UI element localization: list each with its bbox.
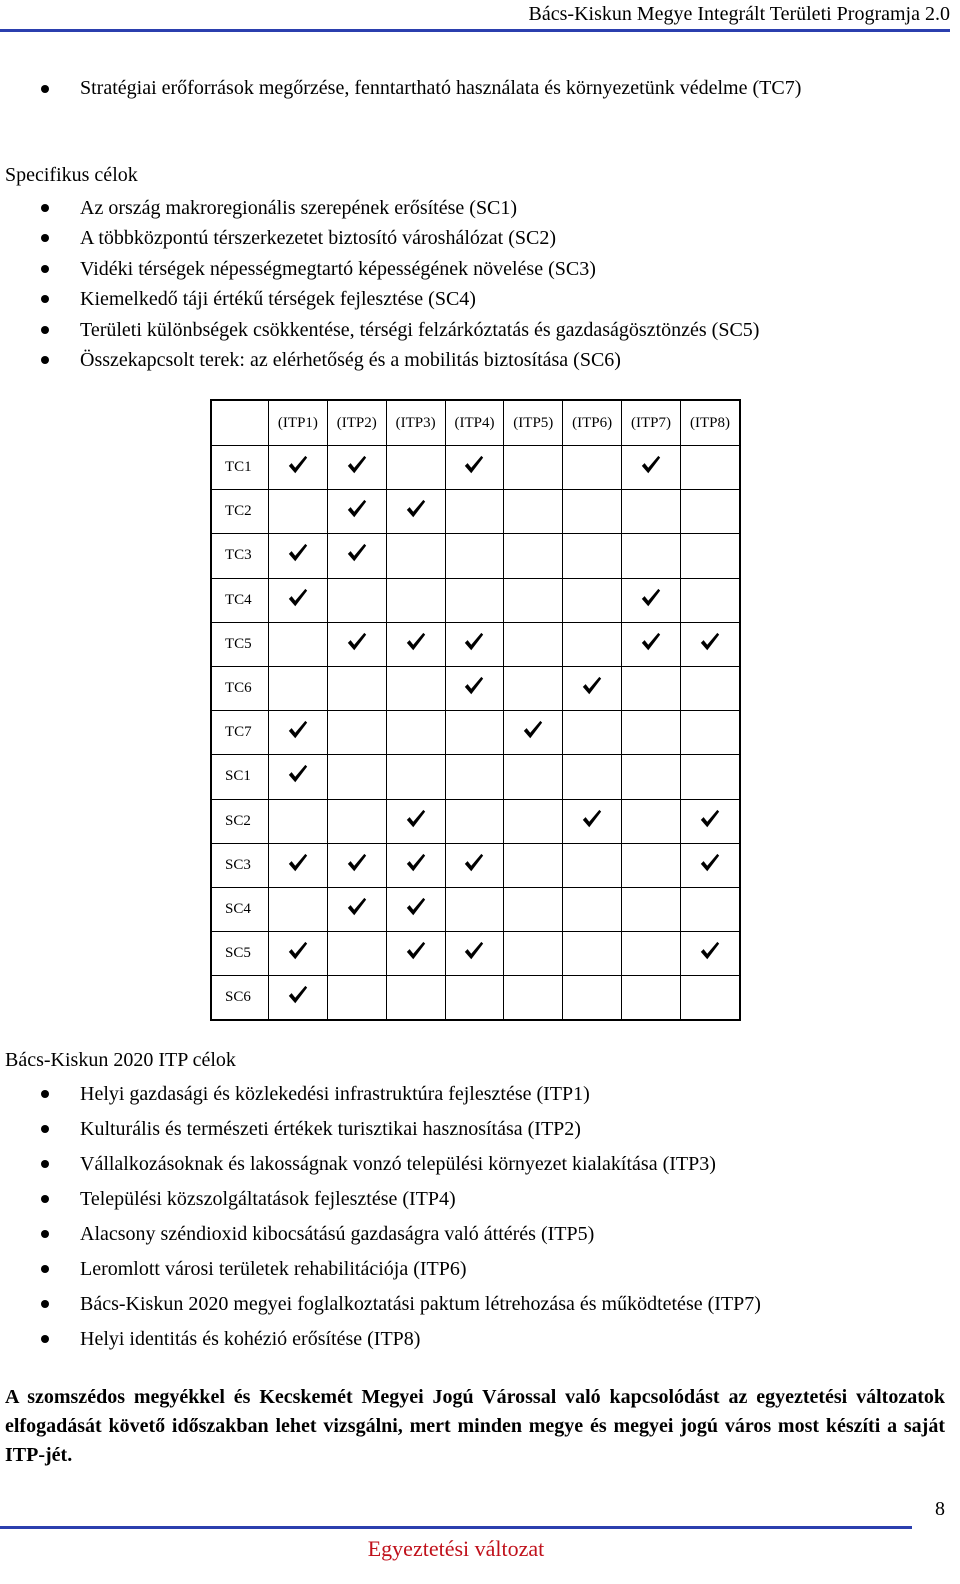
matrix-cell bbox=[504, 578, 563, 622]
matrix-cell bbox=[445, 666, 504, 710]
list-item bbox=[0, 193, 950, 223]
matrix-row-label: SC2 bbox=[211, 799, 269, 843]
checkmark-icon bbox=[346, 454, 368, 476]
matrix-cell bbox=[622, 490, 681, 534]
list-item-text: Leromlott városi területek rehabilitációja (ITP6) bbox=[80, 1258, 467, 1280]
matrix-cell bbox=[680, 711, 740, 755]
matrix-cell bbox=[386, 490, 445, 534]
matrix-cell bbox=[445, 843, 504, 887]
list-item bbox=[0, 345, 950, 375]
matrix-cell bbox=[445, 799, 504, 843]
matrix-cell bbox=[622, 843, 681, 887]
matrix-cell bbox=[269, 932, 328, 976]
matrix-row-label: SC1 bbox=[211, 755, 269, 799]
checkmark-icon bbox=[287, 542, 309, 564]
matrix-row-label: TC4 bbox=[211, 578, 269, 622]
matrix-cell bbox=[622, 932, 681, 976]
matrix-cell bbox=[386, 932, 445, 976]
matrix-cell bbox=[680, 887, 740, 931]
bullet-icon bbox=[41, 204, 49, 212]
matrix-cell bbox=[504, 887, 563, 931]
checkmark-icon bbox=[405, 940, 427, 962]
matrix-cell bbox=[327, 446, 386, 490]
matrix-row-label: TC2 bbox=[211, 490, 269, 534]
closing-note-paragraph: A szomszédos megyékkel és Kecskemét Megyei Jogú Várossal való kapcsolódást az egyeztetési változatok elfogadását követő időszakban lehet vizsgálni, mert minden megye és megyei jogú város most készíti a saját ITP-jét. bbox=[5, 1386, 945, 1466]
matrix-column-header: (ITP7) bbox=[622, 400, 681, 446]
matrix-cell bbox=[269, 666, 328, 710]
list-item bbox=[0, 1077, 950, 1112]
checkmark-icon bbox=[287, 984, 309, 1006]
matrix-cell bbox=[386, 799, 445, 843]
bullet-icon bbox=[41, 1335, 49, 1343]
list-item-text: Vállalkozásoknak és lakosságnak vonzó települési környezet kialakítása (ITP3) bbox=[80, 1153, 716, 1175]
checkmark-icon bbox=[463, 940, 485, 962]
list-item bbox=[0, 284, 950, 314]
matrix-cell bbox=[563, 534, 622, 578]
matrix-row bbox=[211, 887, 740, 931]
matrix-cell bbox=[269, 976, 328, 1021]
checkmark-icon bbox=[346, 631, 368, 653]
matrix-cell bbox=[445, 755, 504, 799]
matrix-cell bbox=[327, 711, 386, 755]
matrix-cell bbox=[445, 578, 504, 622]
matrix-cell bbox=[269, 887, 328, 931]
matrix-cell bbox=[680, 578, 740, 622]
list-item-text: A többközpontú térszerkezetet biztosító városhálózat (SC2) bbox=[80, 227, 556, 250]
checkmark-icon bbox=[699, 940, 721, 962]
checkmark-icon bbox=[581, 808, 603, 830]
matrix-cell bbox=[269, 490, 328, 534]
list-item bbox=[0, 1322, 950, 1357]
header-rule bbox=[0, 29, 950, 32]
matrix-row bbox=[211, 711, 740, 755]
matrix-cell bbox=[622, 755, 681, 799]
matrix-cell bbox=[680, 843, 740, 887]
matrix-cell bbox=[504, 711, 563, 755]
list-item bbox=[0, 254, 950, 284]
matrix-cell bbox=[445, 976, 504, 1021]
matrix-row bbox=[211, 666, 740, 710]
checkmark-icon bbox=[287, 454, 309, 476]
bullet-icon bbox=[41, 356, 49, 364]
matrix-cell bbox=[563, 843, 622, 887]
matrix-row bbox=[211, 622, 740, 666]
matrix-cell bbox=[327, 755, 386, 799]
itp-goals-heading: Bács-Kiskun 2020 ITP célok bbox=[5, 1049, 236, 1071]
matrix-cell bbox=[386, 446, 445, 490]
matrix-cell bbox=[622, 666, 681, 710]
list-item bbox=[0, 74, 950, 103]
matrix-column-header: (ITP1) bbox=[269, 400, 328, 446]
itp-goals-list bbox=[0, 1077, 950, 1357]
checkmark-icon bbox=[287, 719, 309, 741]
list-item bbox=[0, 1287, 950, 1322]
matrix-cell bbox=[622, 799, 681, 843]
matrix-cell bbox=[504, 843, 563, 887]
matrix-cell bbox=[563, 976, 622, 1021]
matrix-cell bbox=[680, 799, 740, 843]
checkmark-icon bbox=[405, 631, 427, 653]
thematic-goals-list bbox=[0, 74, 950, 103]
matrix-cell bbox=[563, 711, 622, 755]
matrix-cell bbox=[269, 578, 328, 622]
matrix-cell bbox=[563, 578, 622, 622]
bullet-icon bbox=[41, 234, 49, 242]
matrix-column-header: (ITP5) bbox=[504, 400, 563, 446]
matrix-cell bbox=[445, 490, 504, 534]
matrix-row bbox=[211, 976, 740, 1021]
matrix-row bbox=[211, 755, 740, 799]
matrix-cell bbox=[680, 755, 740, 799]
matrix-row-label: SC5 bbox=[211, 932, 269, 976]
bullet-icon bbox=[41, 326, 49, 334]
list-item bbox=[0, 1252, 950, 1287]
footer-rule bbox=[0, 1526, 912, 1529]
specific-goals-list bbox=[0, 193, 950, 375]
matrix-cell bbox=[269, 711, 328, 755]
bullet-icon bbox=[41, 85, 49, 93]
matrix-cell bbox=[680, 932, 740, 976]
matrix-cell bbox=[445, 622, 504, 666]
checkmark-icon bbox=[287, 587, 309, 609]
specific-goals-heading: Specifikus célok bbox=[5, 164, 138, 186]
checkmark-icon bbox=[640, 454, 662, 476]
list-item-text: Alacsony széndioxid kibocsátású gazdaságra való áttérés (ITP5) bbox=[80, 1223, 595, 1245]
matrix-cell bbox=[563, 932, 622, 976]
checkmark-icon bbox=[640, 631, 662, 653]
bullet-icon bbox=[41, 265, 49, 273]
matrix-cell bbox=[445, 446, 504, 490]
bullet-icon bbox=[41, 295, 49, 303]
matrix-cell bbox=[327, 932, 386, 976]
checkmark-icon bbox=[463, 675, 485, 697]
matrix-cell bbox=[386, 711, 445, 755]
matrix-cell bbox=[386, 755, 445, 799]
matrix-cell bbox=[680, 666, 740, 710]
matrix-cell bbox=[563, 755, 622, 799]
checkmark-icon bbox=[581, 675, 603, 697]
checkmark-icon bbox=[287, 852, 309, 874]
matrix-cell bbox=[327, 666, 386, 710]
matrix-cell bbox=[327, 490, 386, 534]
matrix-cell bbox=[386, 976, 445, 1021]
matrix-column-header: (ITP6) bbox=[563, 400, 622, 446]
matrix-row-label: TC3 bbox=[211, 534, 269, 578]
matrix-cell bbox=[386, 666, 445, 710]
matrix-cell bbox=[386, 843, 445, 887]
checkmark-icon bbox=[699, 631, 721, 653]
matrix-cell bbox=[563, 622, 622, 666]
matrix-cell bbox=[445, 534, 504, 578]
matrix-cell bbox=[504, 799, 563, 843]
bullet-icon bbox=[41, 1090, 49, 1098]
matrix-cell bbox=[563, 887, 622, 931]
checkmark-icon bbox=[405, 896, 427, 918]
matrix-cell bbox=[327, 976, 386, 1021]
matrix-cell bbox=[269, 534, 328, 578]
matrix-cell bbox=[327, 887, 386, 931]
matrix-cell bbox=[622, 887, 681, 931]
matrix-cell bbox=[622, 534, 681, 578]
matrix-corner-cell bbox=[211, 400, 269, 446]
matrix-cell bbox=[504, 622, 563, 666]
checkmark-icon bbox=[346, 852, 368, 874]
list-item bbox=[0, 1112, 950, 1147]
list-item-text: Települési közszolgáltatások fejlesztése (ITP4) bbox=[80, 1188, 456, 1210]
matrix-cell bbox=[622, 446, 681, 490]
matrix-cell bbox=[504, 666, 563, 710]
checkmark-icon bbox=[346, 498, 368, 520]
checkmark-icon bbox=[405, 852, 427, 874]
version-label: Egyeztetési változat bbox=[367, 1536, 545, 1561]
matrix-column-header: (ITP4) bbox=[445, 400, 504, 446]
matrix-cell bbox=[445, 711, 504, 755]
matrix-cell bbox=[622, 578, 681, 622]
matrix-row-label: TC5 bbox=[211, 622, 269, 666]
matrix-row bbox=[211, 799, 740, 843]
matrix-cell bbox=[563, 666, 622, 710]
matrix-cell bbox=[563, 446, 622, 490]
checkmark-icon bbox=[640, 587, 662, 609]
matrix-cell bbox=[327, 843, 386, 887]
list-item-text: Kulturális és természeti értékek turisztikai hasznosítása (ITP2) bbox=[80, 1118, 581, 1140]
matrix-cell bbox=[563, 799, 622, 843]
list-item bbox=[0, 1182, 950, 1217]
matrix-cell bbox=[386, 622, 445, 666]
matrix-row-label: TC7 bbox=[211, 711, 269, 755]
list-item bbox=[0, 1217, 950, 1252]
matrix-row bbox=[211, 578, 740, 622]
list-item bbox=[0, 223, 950, 253]
list-item bbox=[0, 315, 950, 345]
matrix-cell bbox=[269, 799, 328, 843]
matrix-cell bbox=[680, 490, 740, 534]
list-item bbox=[0, 1147, 950, 1182]
checkmark-icon bbox=[463, 852, 485, 874]
checkmark-icon bbox=[346, 896, 368, 918]
matrix-row-label: SC3 bbox=[211, 843, 269, 887]
matrix-cell bbox=[327, 578, 386, 622]
matrix-row bbox=[211, 932, 740, 976]
matrix-row bbox=[211, 843, 740, 887]
matrix-row-label: SC4 bbox=[211, 887, 269, 931]
goals-matrix-table bbox=[210, 399, 741, 1021]
matrix-cell bbox=[445, 932, 504, 976]
matrix-cell bbox=[504, 446, 563, 490]
bullet-icon bbox=[41, 1125, 49, 1133]
checkmark-icon bbox=[405, 498, 427, 520]
checkmark-icon bbox=[405, 808, 427, 830]
matrix-cell bbox=[269, 843, 328, 887]
bullet-icon bbox=[41, 1195, 49, 1203]
matrix-cell bbox=[269, 446, 328, 490]
list-item-text: Vidéki térségek népességmegtartó képességének növelése (SC3) bbox=[80, 257, 596, 280]
matrix-cell bbox=[680, 534, 740, 578]
matrix-row-label: TC1 bbox=[211, 446, 269, 490]
checkmark-icon bbox=[699, 852, 721, 874]
matrix-row-label: SC6 bbox=[211, 976, 269, 1021]
matrix-header-row bbox=[211, 400, 740, 446]
checkmark-icon bbox=[287, 940, 309, 962]
checkmark-icon bbox=[346, 542, 368, 564]
matrix-cell bbox=[327, 534, 386, 578]
bullet-icon bbox=[41, 1265, 49, 1273]
matrix-cell bbox=[269, 622, 328, 666]
matrix-cell bbox=[386, 534, 445, 578]
checkmark-icon bbox=[463, 631, 485, 653]
matrix-cell bbox=[504, 932, 563, 976]
matrix-cell bbox=[386, 578, 445, 622]
bullet-icon bbox=[41, 1230, 49, 1238]
checkmark-icon bbox=[522, 719, 544, 741]
list-item-text: Stratégiai erőforrások megőrzése, fenntartható használata és környezetünk védelme (TC7) bbox=[80, 77, 802, 99]
matrix-row bbox=[211, 490, 740, 534]
matrix-cell bbox=[622, 711, 681, 755]
matrix-cell bbox=[327, 622, 386, 666]
page-number: 8 bbox=[935, 1498, 945, 1520]
checkmark-icon bbox=[699, 808, 721, 830]
matrix-cell bbox=[680, 446, 740, 490]
matrix-row bbox=[211, 446, 740, 490]
matrix-cell bbox=[622, 622, 681, 666]
matrix-cell bbox=[680, 622, 740, 666]
matrix-cell bbox=[269, 755, 328, 799]
matrix-cell bbox=[504, 755, 563, 799]
matrix-cell bbox=[563, 490, 622, 534]
list-item-text: Az ország makroregionális szerepének erősítése (SC1) bbox=[80, 197, 518, 219]
list-item-text: Területi különbségek csökkentése, térségi felzárkóztatás és gazdaságösztönzés (SC5) bbox=[80, 318, 760, 341]
list-item-text: Helyi identitás és kohézió erősítése (ITP8) bbox=[80, 1328, 421, 1350]
matrix-row-label: TC6 bbox=[211, 666, 269, 710]
matrix-cell bbox=[327, 799, 386, 843]
matrix-column-header: (ITP8) bbox=[680, 400, 740, 446]
matrix-cell bbox=[622, 976, 681, 1021]
list-item-text: Összekapcsolt terek: az elérhetőség és a mobilitás biztosítása (SC6) bbox=[80, 348, 621, 371]
matrix-cell bbox=[680, 976, 740, 1021]
matrix-column-header: (ITP3) bbox=[386, 400, 445, 446]
matrix-row bbox=[211, 534, 740, 578]
checkmark-icon bbox=[463, 454, 485, 476]
document-header-title: Bács-Kiskun Megye Integrált Területi Programja 2.0 bbox=[528, 3, 950, 25]
matrix-cell bbox=[386, 887, 445, 931]
matrix-column-header: (ITP2) bbox=[327, 400, 386, 446]
matrix-cell bbox=[445, 887, 504, 931]
checkmark-icon bbox=[287, 763, 309, 785]
matrix-cell bbox=[504, 534, 563, 578]
list-item-text: Bács-Kiskun 2020 megyei foglalkoztatási paktum létrehozása és működtetése (ITP7) bbox=[80, 1293, 761, 1315]
matrix-body bbox=[211, 446, 740, 1021]
bullet-icon bbox=[41, 1160, 49, 1168]
matrix-cell bbox=[504, 490, 563, 534]
list-item-text: Helyi gazdasági és közlekedési infrastruktúra fejlesztése (ITP1) bbox=[80, 1083, 590, 1105]
bullet-icon bbox=[41, 1300, 49, 1308]
list-item-text: Kiemelkedő táji értékű térségek fejlesztése (SC4) bbox=[80, 288, 476, 311]
matrix-cell bbox=[504, 976, 563, 1021]
